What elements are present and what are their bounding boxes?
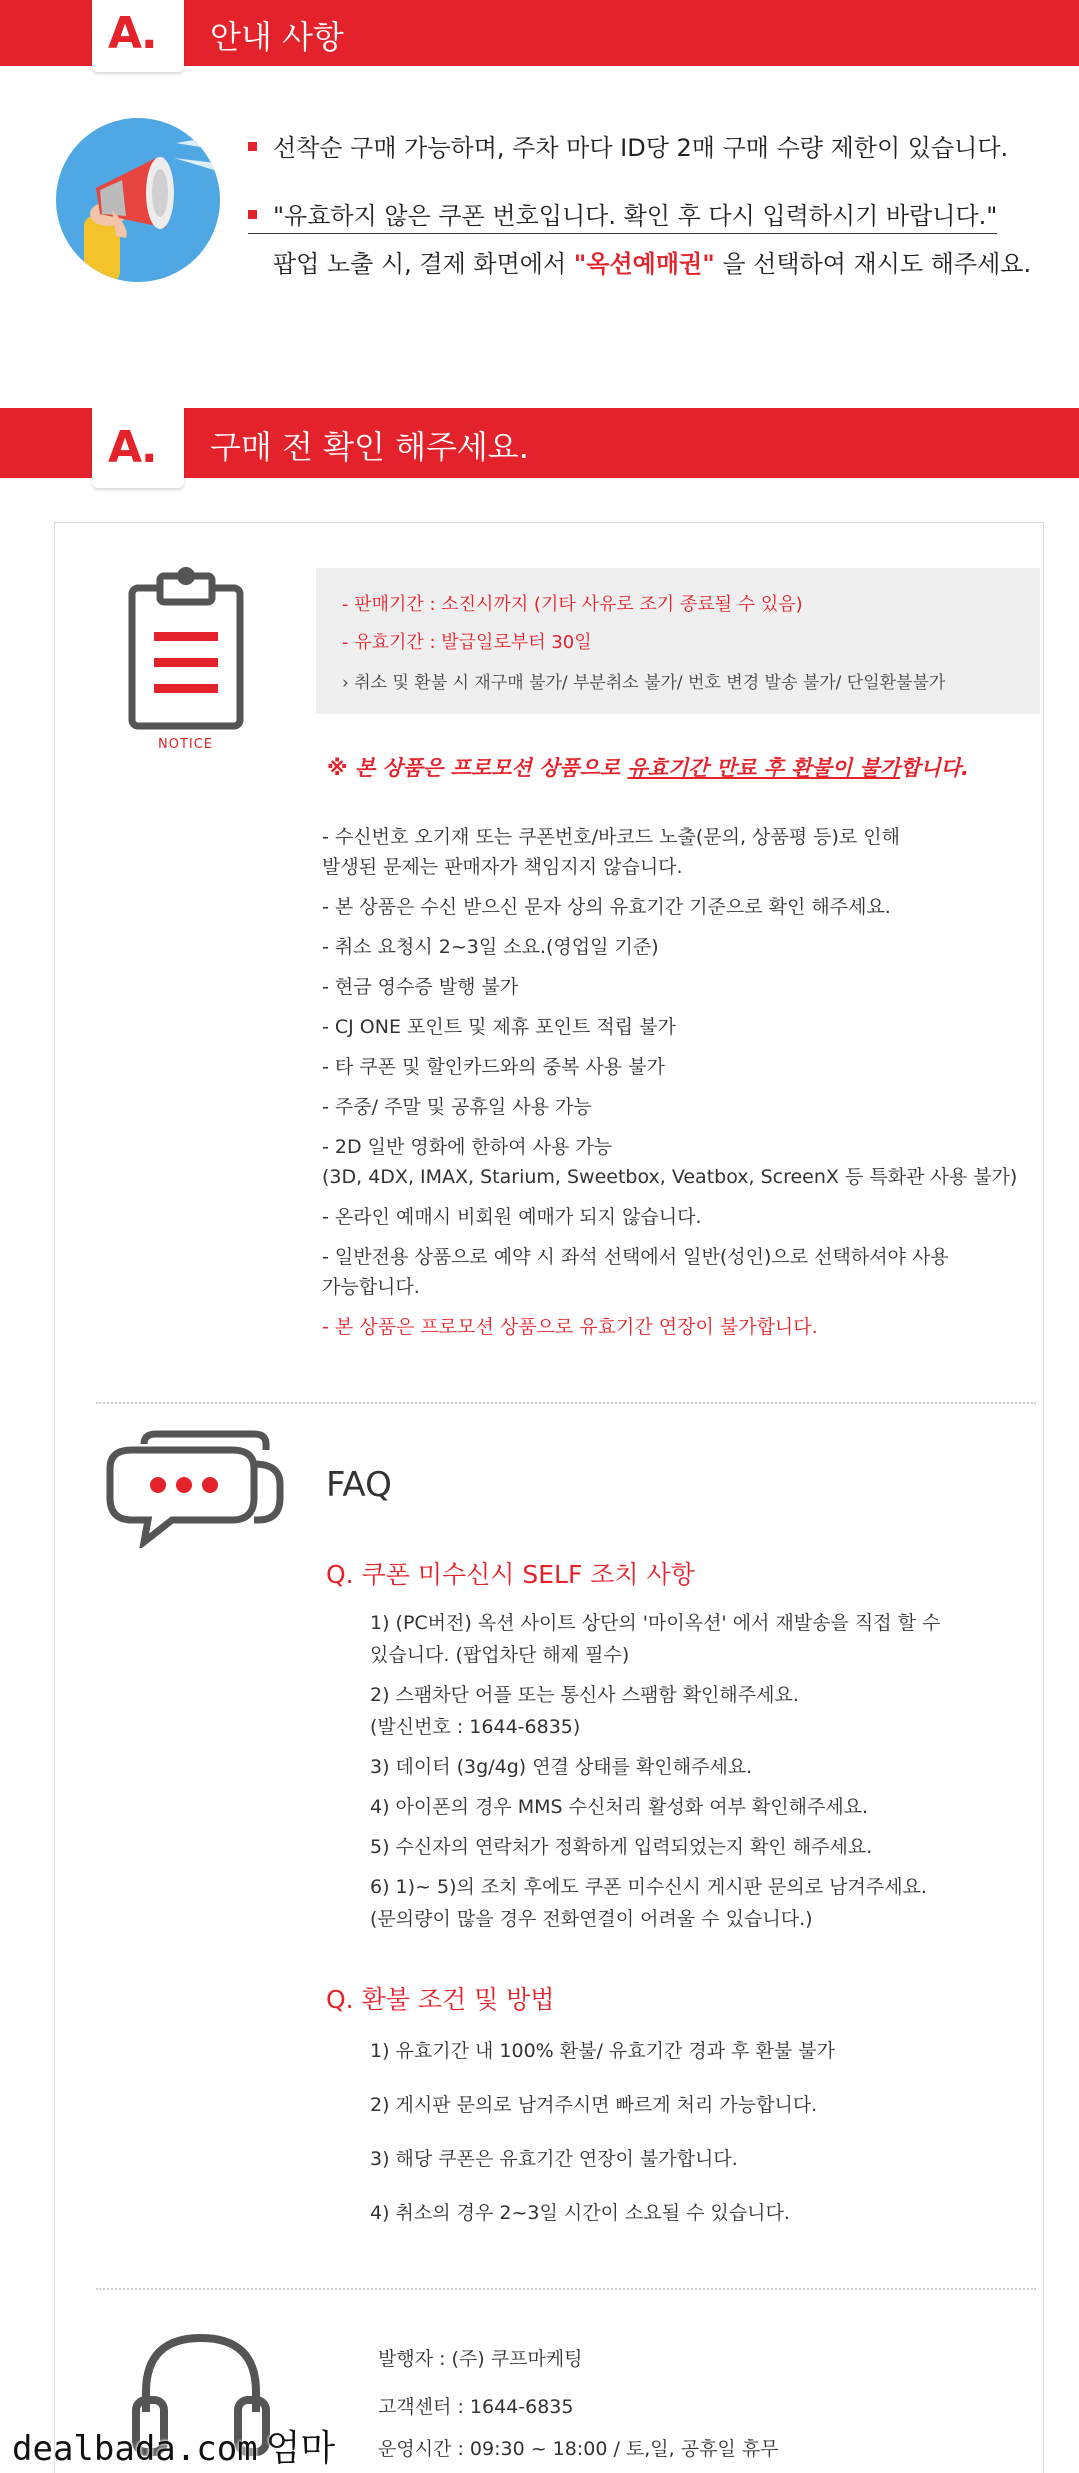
chat-bubble-icon <box>104 1428 290 1548</box>
clipboard-notice-icon <box>124 566 248 736</box>
faq-answer-item: 3) 해당 쿠폰은 유효기간 연장이 불가합니다. <box>370 2148 738 2170</box>
guide-bullet-2 <box>248 196 997 234</box>
rule-item: - 주중/ 주말 및 공휴일 사용 가능 <box>322 1096 592 1118</box>
watermark-site: dealbada.com <box>12 2429 258 2469</box>
headline-post: 합니다. <box>900 756 969 780</box>
faq-answer-item: 1) (PC버전) 옥션 사이트 상단의 '마이옥션' 에서 재발송을 직접 할 수 <box>370 1612 941 1634</box>
faq-title: FAQ <box>326 1465 392 1505</box>
guide-bullet-1-text: 선착순 구매 가능하며, 주차 마다 ID당 2매 구매 수량 제한이 있습니다. <box>273 134 1009 162</box>
faq-question-2: Q. 환불 조건 및 방법 <box>326 1985 555 2014</box>
watermark-keyword: 엄마 <box>265 2428 336 2469</box>
auction-ticket-highlight: "옥션예매권" <box>573 250 715 278</box>
faq-answer-item: 5) 수신자의 연락처가 정확하게 입력되었는지 확인 해주세요. <box>370 1836 873 1858</box>
section-title-guide: 안내 사항 <box>210 18 344 56</box>
auction-logo-text: A. <box>108 8 156 59</box>
rule-item: (3D, 4DX, IMAX, Starium, Sweetbox, Veatbox, ScreenX 등 특화관 사용 불가) <box>322 1166 1018 1188</box>
faq-answer-item: 4) 취소의 경우 2~3일 시간이 소요될 수 있습니다. <box>370 2202 790 2224</box>
headline-pre: ※ 본 상품은 프로모션 상품으로 <box>327 756 628 780</box>
guide-bullet-2-line2-post: 을 선택하여 재시도 해주세요. <box>714 250 1032 278</box>
faq-answer-item: 3) 데이터 (3g/4g) 연결 상태를 확인해주세요. <box>370 1756 753 1778</box>
section-banner-check <box>0 408 1079 478</box>
section-divider <box>96 2288 1036 2290</box>
faq-answer-item: (문의량이 많을 경우 전화연결이 어려울 수 있습니다.) <box>370 1908 813 1930</box>
rule-item: - CJ ONE 포인트 및 제휴 포인트 적립 불가 <box>322 1016 676 1038</box>
sales-period: - 판매기간 : 소진시까지 (기타 사유로 조기 종료될 수 있음) <box>342 594 803 615</box>
bullet-square-icon <box>248 210 257 219</box>
guide-bullet-2-line2-pre: 팝업 노출 시, 결제 화면에서 <box>273 250 574 278</box>
promotion-notice-headline <box>327 752 969 782</box>
section-divider <box>96 1402 1036 1404</box>
valid-period: - 유효기간 : 발급일로부터 30일 <box>342 632 592 653</box>
faq-answer-item: 2) 스팸차단 어플 또는 통신사 스팸함 확인해주세요. <box>370 1684 799 1706</box>
faq-answer-item: 1) 유효기간 내 100% 환불/ 유효기간 경과 후 환불 불가 <box>370 2040 835 2062</box>
rule-item: - 현금 영수증 발행 불가 <box>322 976 519 998</box>
guide-bullet-1 <box>248 128 1008 163</box>
bullet-square-icon <box>248 142 257 151</box>
rule-item: - 타 쿠폰 및 할인카드와의 중복 사용 불가 <box>322 1056 665 1078</box>
auction-logo-text: A. <box>108 422 156 473</box>
section-banner-guide <box>0 0 1079 66</box>
headline-underlined: 유효기간 만료 후 환불이 불가 <box>627 756 901 780</box>
publisher-name: 발행자 : (주) 쿠프마케팅 <box>378 2348 583 2370</box>
rule-item: 가능합니다. <box>322 1276 420 1298</box>
rule-item: - 수신번호 오기재 또는 쿠폰번호/바코드 노출(문의, 상품평 등)로 인해 <box>322 826 900 848</box>
rule-item: - 본 상품은 수신 받으신 문자 상의 유효기간 기준으로 확인 해주세요. <box>322 896 891 918</box>
auction-logo <box>92 0 184 72</box>
rule-item: 발생된 문제는 판매자가 책임지지 않습니다. <box>322 856 683 878</box>
guide-bullet-2-line2 <box>273 244 1031 279</box>
sales-info-panel <box>316 568 1040 714</box>
section-title-check: 구매 전 확인 해주세요. <box>210 428 529 466</box>
customer-center: 고객센터 : 1644-6835 <box>378 2396 574 2418</box>
site-watermark <box>12 2420 335 2471</box>
faq-answer-item: 2) 게시판 문의로 남겨주시면 빠르게 처리 가능합니다. <box>370 2094 818 2116</box>
refund-restrictions: › 취소 및 환불 시 재구매 불가/ 부분취소 불가/ 번호 변경 발송 불가/ 단일환불불가 <box>342 673 946 693</box>
rule-item: - 일반전용 상품으로 예약 시 좌석 선택에서 일반(성인)으로 선택하셔야 사용 <box>322 1246 949 1268</box>
operating-hours: 운영시간 : 09:30 ~ 18:00 / 토,일, 공휴일 휴무 <box>378 2438 779 2460</box>
guide-bullet-2-text: "유효하지 않은 쿠폰 번호입니다. 확인 후 다시 입력하시기 바랍니다." <box>273 202 998 230</box>
rule-item: - 2D 일반 영화에 한하여 사용 가능 <box>322 1136 613 1158</box>
rule-item: - 취소 요청시 2~3일 소요.(영업일 기준) <box>322 936 659 958</box>
rule-item-red: - 본 상품은 프로모션 상품으로 유효기간 연장이 불가합니다. <box>322 1316 818 1338</box>
megaphone-icon <box>56 118 220 282</box>
rule-item: - 온라인 예매시 비회원 예매가 되지 않습니다. <box>322 1206 702 1228</box>
faq-answer-item: 있습니다. (팝업차단 해제 필수) <box>370 1644 630 1666</box>
notice-label: NOTICE <box>158 737 214 752</box>
faq-answer-item: 6) 1)~ 5)의 조치 후에도 쿠폰 미수신시 게시판 문의로 남겨주세요. <box>370 1876 927 1898</box>
faq-answer-item: (발신번호 : 1644-6835) <box>370 1716 581 1738</box>
auction-logo <box>92 408 184 488</box>
faq-question-1: Q. 쿠폰 미수신시 SELF 조치 사항 <box>326 1560 695 1589</box>
faq-answer-item: 4) 아이폰의 경우 MMS 수신처리 활성화 여부 확인해주세요. <box>370 1796 869 1818</box>
